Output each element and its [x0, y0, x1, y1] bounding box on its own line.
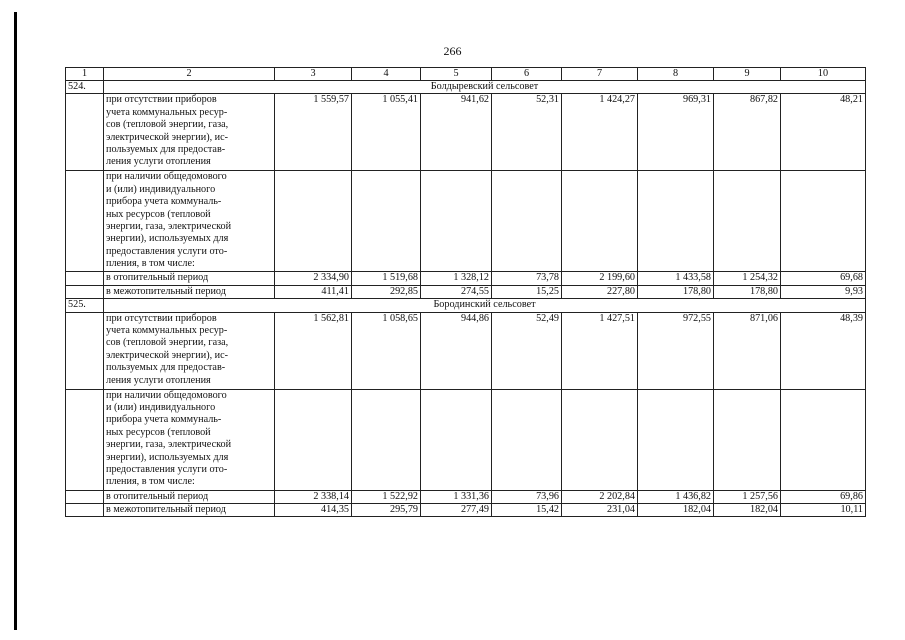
value-cell: 10,11: [781, 504, 866, 517]
value-cell: [714, 171, 781, 272]
row-number-cell: [66, 171, 104, 272]
value-cell: [352, 389, 421, 490]
column-header: 10: [781, 68, 866, 81]
row-label-line: учета коммунальных ресур-: [106, 325, 228, 337]
section-number: 525.: [66, 299, 104, 312]
row-label-line: энергии, газа, электрической: [106, 221, 232, 233]
row-label-line: учета коммунальных ресур-: [106, 106, 228, 118]
row-label-line: сов (тепловой энергии, газа,: [106, 119, 229, 131]
value-cell: 1 522,92: [352, 490, 421, 503]
value-cell: 15,42: [492, 504, 562, 517]
value-cell: 414,35: [275, 504, 352, 517]
row-label-line: прибора учета коммуналь-: [106, 414, 222, 426]
value-cell: 2 199,60: [562, 272, 638, 285]
page-number: 266: [443, 44, 462, 58]
column-number-row: [66, 68, 866, 81]
value-cell: [638, 171, 714, 272]
value-cell: [781, 171, 866, 272]
value-cell: 295,79: [352, 504, 421, 517]
row-label-line: пользуемых для предостав-: [106, 144, 226, 156]
value-cell: 1 055,41: [352, 94, 421, 171]
row-label: [104, 94, 275, 171]
value-cell: 178,80: [714, 285, 781, 298]
value-cell: [562, 389, 638, 490]
value-cell: 867,82: [714, 94, 781, 171]
value-cell: 52,31: [492, 94, 562, 171]
column-header: 8: [638, 68, 714, 81]
value-cell: 1 427,51: [562, 312, 638, 389]
row-label-line: ления услуги отопления: [106, 156, 211, 168]
value-cell: 73,78: [492, 272, 562, 285]
no-meter-row: [66, 94, 866, 171]
value-cell: 9,93: [781, 285, 866, 298]
column-header: 7: [562, 68, 638, 81]
row-label-line: ных ресурсов (тепловой: [106, 426, 211, 438]
row-label-line: при отсутствии приборов: [106, 94, 217, 106]
value-cell: 969,31: [638, 94, 714, 171]
row-label-line: пользуемых для предостав-: [106, 362, 226, 374]
value-cell: 1 257,56: [714, 490, 781, 503]
row-label-line: пления, в том числе:: [106, 258, 195, 270]
row-label-line: пления, в том числе:: [106, 476, 195, 488]
value-cell: [781, 389, 866, 490]
value-cell: 1 559,57: [275, 94, 352, 171]
row-number-cell: [66, 389, 104, 490]
row-label-line: энергии), используемых для: [106, 233, 229, 245]
row-label: в отопительный период: [104, 272, 275, 285]
column-header: 1: [66, 68, 104, 81]
value-cell: 73,96: [492, 490, 562, 503]
row-number-cell: [66, 312, 104, 389]
value-cell: [421, 389, 492, 490]
row-label: [104, 389, 275, 490]
row-label: в отопительный период: [104, 490, 275, 503]
row-label-line: ления услуги отопления: [106, 374, 211, 386]
row-number-cell: [66, 272, 104, 285]
column-header: 6: [492, 68, 562, 81]
interheating-period-row: [66, 285, 866, 298]
value-cell: 292,85: [352, 285, 421, 298]
value-cell: 1 058,65: [352, 312, 421, 389]
row-label-line: при наличии общедомового: [106, 389, 227, 401]
column-header: 5: [421, 68, 492, 81]
value-cell: 231,04: [562, 504, 638, 517]
value-cell: 871,06: [714, 312, 781, 389]
row-number-cell: [66, 490, 104, 503]
row-label-line: энергии), используемых для: [106, 451, 229, 463]
value-cell: 1 433,58: [638, 272, 714, 285]
row-label: [104, 312, 275, 389]
value-cell: 944,86: [421, 312, 492, 389]
value-cell: 182,04: [638, 504, 714, 517]
value-cell: 48,21: [781, 94, 866, 171]
value-cell: 15,25: [492, 285, 562, 298]
value-cell: 2 202,84: [562, 490, 638, 503]
section-heading-row: [66, 299, 866, 312]
column-header: 9: [714, 68, 781, 81]
interheating-period-row: [66, 504, 866, 517]
value-cell: 182,04: [714, 504, 781, 517]
row-label-line: электрической энергии), ис-: [106, 349, 229, 361]
section-title: Бородинский сельсовет: [104, 299, 866, 312]
value-cell: 178,80: [638, 285, 714, 298]
meter-row: [66, 389, 866, 490]
value-cell: 2 338,14: [275, 490, 352, 503]
value-cell: 69,86: [781, 490, 866, 503]
value-cell: 1 424,27: [562, 94, 638, 171]
value-cell: 48,39: [781, 312, 866, 389]
value-cell: 1 331,36: [421, 490, 492, 503]
row-label-line: при наличии общедомового: [106, 171, 227, 183]
value-cell: 2 334,90: [275, 272, 352, 285]
column-header: 4: [352, 68, 421, 81]
value-cell: 1 562,81: [275, 312, 352, 389]
row-label-line: энергии, газа, электрической: [106, 439, 232, 451]
value-cell: 411,41: [275, 285, 352, 298]
value-cell: [492, 389, 562, 490]
meter-row: [66, 171, 866, 272]
column-header: 3: [275, 68, 352, 81]
value-cell: 277,49: [421, 504, 492, 517]
value-cell: 972,55: [638, 312, 714, 389]
heating-period-row: [66, 272, 866, 285]
row-label: в межотопительный период: [104, 285, 275, 298]
value-cell: [562, 171, 638, 272]
row-label-line: и (или) индивидуального: [106, 183, 216, 195]
no-meter-row: [66, 312, 866, 389]
value-cell: 1 436,82: [638, 490, 714, 503]
value-cell: [638, 389, 714, 490]
row-label-line: предоставления услуги ото-: [106, 245, 228, 257]
section-heading-row: [66, 81, 866, 94]
value-cell: [492, 171, 562, 272]
value-cell: 69,68: [781, 272, 866, 285]
tariff-table: [65, 67, 866, 517]
value-cell: 1 519,68: [352, 272, 421, 285]
heating-period-row: [66, 490, 866, 503]
column-header: 2: [104, 68, 275, 81]
row-number-cell: [66, 504, 104, 517]
row-label-line: сов (тепловой энергии, газа,: [106, 337, 229, 349]
row-label-line: и (или) индивидуального: [106, 402, 216, 414]
scan-left-edge: [14, 12, 17, 630]
value-cell: 941,62: [421, 94, 492, 171]
row-label: [104, 171, 275, 272]
row-label: в межотопительный период: [104, 504, 275, 517]
value-cell: [714, 389, 781, 490]
row-label-line: предоставления услуги ото-: [106, 464, 228, 476]
value-cell: 52,49: [492, 312, 562, 389]
value-cell: 1 254,32: [714, 272, 781, 285]
value-cell: [421, 171, 492, 272]
row-number-cell: [66, 94, 104, 171]
value-cell: [352, 171, 421, 272]
section-number: 524.: [66, 81, 104, 94]
row-label-line: электрической энергии), ис-: [106, 131, 229, 143]
value-cell: [275, 389, 352, 490]
value-cell: [275, 171, 352, 272]
row-number-cell: [66, 285, 104, 298]
section-title: Болдыревский сельсовет: [104, 81, 866, 94]
row-label-line: ных ресурсов (тепловой: [106, 208, 211, 220]
value-cell: 1 328,12: [421, 272, 492, 285]
value-cell: 274,55: [421, 285, 492, 298]
value-cell: 227,80: [562, 285, 638, 298]
row-label-line: при отсутствии приборов: [106, 312, 217, 324]
row-label-line: прибора учета коммуналь-: [106, 196, 222, 208]
